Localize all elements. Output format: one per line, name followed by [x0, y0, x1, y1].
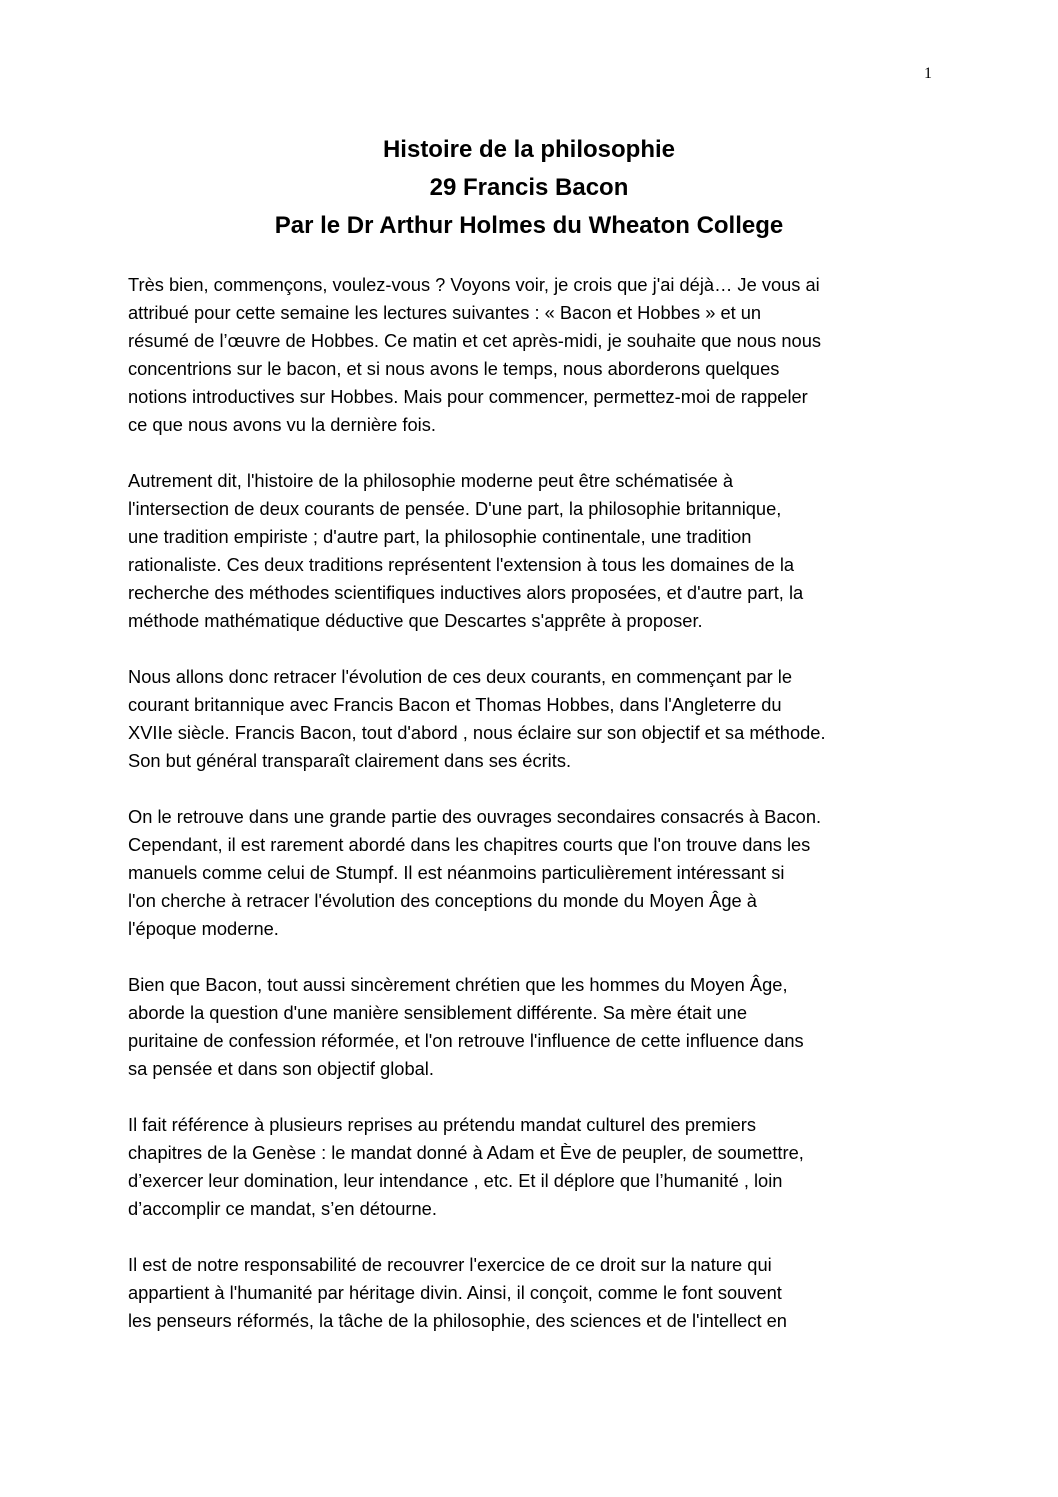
paragraph: [128, 663, 933, 775]
page-number: 1: [924, 65, 932, 82]
text-line: Nous allons donc retracer l'évolution de ces deux courants, en commençant par le: [128, 666, 793, 687]
text-line: Autrement dit, l'histoire de la philosophie moderne peut être schématisée à: [128, 470, 734, 491]
text-line: puritaine de confession réformée, et l'on retrouve l'influence de cette influence dans: [128, 1030, 804, 1051]
paragraph: [128, 467, 933, 635]
text-line: une tradition empiriste ; d'autre part, la philosophie continentale, une tradition: [128, 526, 752, 547]
paragraph: [128, 1111, 933, 1223]
text-line: aborde la question d'une manière sensiblement différente. Sa mère était une: [128, 1002, 748, 1023]
title-line: 29 Francis Bacon: [429, 174, 629, 201]
title-line: Histoire de la philosophie: [382, 136, 676, 163]
text-line: appartient à l'humanité par héritage divin. Ainsi, il conçoit, comme le font souvent: [128, 1282, 782, 1303]
text-line: On le retrouve dans une grande partie des ouvrages secondaires consacrés à Bacon.: [128, 806, 822, 827]
text-line: l'intersection de deux courants de pensée. D'une part, la philosophie britannique,: [128, 498, 782, 519]
paragraph: [128, 1251, 933, 1335]
text-line: chapitres de la Genèse : le mandat donné à Adam et Ève de peupler, de soumettre,: [128, 1142, 804, 1163]
text-line: résumé de l’œuvre de Hobbes. Ce matin et cet après-midi, je souhaite que nous nous: [128, 330, 822, 351]
text-line: Bien que Bacon, tout aussi sincèrement chrétien que les hommes du Moyen Âge,: [128, 974, 788, 995]
text-line: les penseurs réformés, la tâche de la philosophie, des sciences et de l'intellect en: [128, 1310, 787, 1331]
title-line: Par le Dr Arthur Holmes du Wheaton College: [274, 212, 784, 239]
text-line: notions introductives sur Hobbes. Mais pour commencer, permettez-moi de rappeler: [128, 386, 808, 407]
text-line: méthode mathématique déductive que Descartes s'apprête à proposer.: [128, 610, 703, 631]
text-line: concentrions sur le bacon, et si nous avons le temps, nous aborderons quelques: [128, 358, 780, 379]
text-line: XVIIe siècle. Francis Bacon, tout d'abord , nous éclaire sur son objectif et sa méthode.: [128, 722, 826, 743]
text-line: manuels comme celui de Stumpf. Il est néanmoins particulièrement intéressant si: [128, 862, 785, 883]
paragraph: [128, 803, 933, 943]
document-title: [0, 131, 1058, 245]
text-line: Cependant, il est rarement abordé dans les chapitres courts que l'on trouve dans les: [128, 834, 811, 855]
text-line: d’accomplir ce mandat, s’en détourne.: [128, 1198, 437, 1219]
text-line: l'on cherche à retracer l'évolution des conceptions du monde du Moyen Âge à: [128, 890, 757, 911]
document-body: [128, 271, 933, 1363]
paragraph: [128, 971, 933, 1083]
text-line: attribué pour cette semaine les lectures suivantes : « Bacon et Hobbes » et un: [128, 302, 762, 323]
text-line: rationaliste. Ces deux traditions représentent l'extension à tous les domaines de la: [128, 554, 795, 575]
text-line: Il fait référence à plusieurs reprises au prétendu mandat culturel des premiers: [128, 1114, 756, 1135]
paragraph: [128, 271, 933, 439]
text-line: recherche des méthodes scientifiques inductives alors proposées, et d'autre part, la: [128, 582, 804, 603]
text-line: d’exercer leur domination, leur intendance , etc. Et il déplore que l’humanité , loin: [128, 1170, 783, 1191]
text-line: sa pensée et dans son objectif global.: [128, 1058, 434, 1079]
text-line: Il est de notre responsabilité de recouvrer l'exercice de ce droit sur la nature qui: [128, 1254, 772, 1275]
text-line: Son but général transparaît clairement dans ses écrits.: [128, 750, 572, 771]
text-line: courant britannique avec Francis Bacon et Thomas Hobbes, dans l'Angleterre du: [128, 694, 782, 715]
text-line: ce que nous avons vu la dernière fois.: [128, 414, 436, 435]
text-line: Très bien, commençons, voulez-vous ? Voyons voir, je crois que j'ai déjà… Je vous ai: [128, 274, 820, 295]
text-line: l'époque moderne.: [128, 918, 279, 939]
